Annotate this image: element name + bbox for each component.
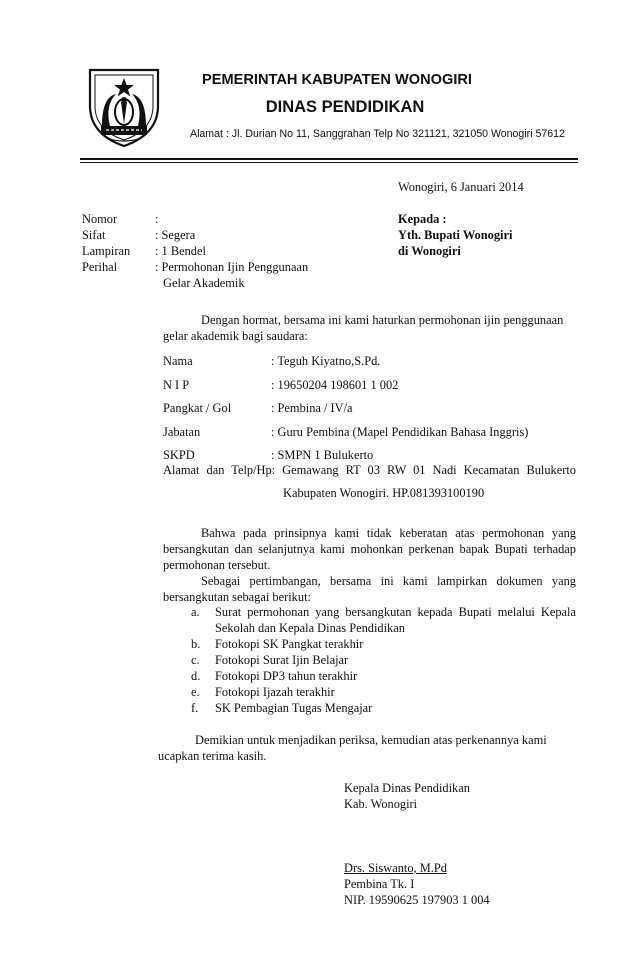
para2-line-1: Sebagai pertimbangan, bersama ini kami lampirkan dokumen yang [201,574,576,588]
letterhead-rule-thin [80,162,578,163]
signatory-rank: Pembina Tk. I [344,877,415,891]
signatory-name: Drs. Siswanto, M.Pd [344,861,447,875]
department-name: DINAS PENDIDIKAN [265,98,425,116]
intro-line-1: Dengan hormat, bersama ini kami haturkan permohonan ijin penggunaan [201,313,564,327]
meta-label-lampiran: Lampiran [82,244,131,258]
attachment-marker: f. [191,701,199,715]
signatory-nip: NIP. 19590625 197903 1 004 [344,893,490,907]
attachment-text: SK Pembagian Tugas Mengajar [215,701,373,715]
letterhead-rule-thick [80,158,578,160]
attachment-text: Fotokopi DP3 tahun terakhir [215,669,358,683]
attachment-marker: b. [191,637,201,651]
attachment-text: Fotokopi Surat Ijin Belajar [215,653,349,667]
attachment-marker: c. [191,653,200,667]
meta-value-perihal: : Permohonan Ijin Penggunaan [155,260,309,274]
meta-label-perihal: Perihal [82,260,118,274]
intro-line-2: gelar akademik bagi saudara: [163,329,308,343]
meta-value-nomor: : [155,212,159,226]
recipient-location: di Wonogiri [398,244,461,258]
subject-continuation: Gelar Akademik [163,276,245,290]
attachment-text: Surat permohonan yang bersangkutan kepada Bupati melalui Kepala [215,605,576,619]
para1-line-1: Bahwa pada prinsipnya kami tidak keberatan atas permohonan yang [201,526,576,540]
para2-line-2: bersangkutan sebagai berikut: [163,590,311,604]
person-value-jabatan: : Guru Pembina (Mapel Pendidikan Bahasa Inggris) [271,425,529,439]
closing-line-2: ucapkan terima kasih. [158,749,267,763]
office-address: Alamat : Jl. Durian No 11, Sanggrahan Telp No 321121, 321050 Wonogiri 57612 [190,128,565,140]
meta-value-sifat: : Segera [155,228,196,242]
person-label-nama: Nama [163,354,193,368]
attachment-text-continuation: Sekolah dan Kepala Dinas Pendidikan [215,621,405,635]
place-date: Wonogiri, 6 Januari 2014 [398,180,524,194]
meta-label-sifat: Sifat [82,228,106,242]
person-label-jabatan: Jabatan [163,425,201,439]
attachment-text: Fotokopi Ijazah terakhir [215,685,335,699]
attachment-marker: a. [191,605,200,619]
signature-position-2: Kab. Wonogiri [344,797,418,811]
attachment-marker: d. [191,669,201,683]
closing-line-1: Demikian untuk menjadikan periksa, kemudian atas perkenannya kami [195,733,547,747]
signature-position-1: Kepala Dinas Pendidikan [344,781,470,795]
para1-line-3: permohonan tersebut. [163,558,271,572]
person-address-line-1: Alamat dan Telp/Hp: Gemawang RT 03 RW 01 Nadi Kecamatan Bulukerto [163,463,576,477]
person-value-nip: : 19650204 198601 1 002 [271,378,399,392]
attachment-marker: e. [191,685,200,699]
person-value-skpd: : SMPN 1 Bulukerto [271,448,374,462]
person-label-pangkat: Pangkat / Gol [163,401,232,415]
meta-value-lampiran: : 1 Bendel [155,244,206,258]
recipient-title: Kepada : [398,212,447,226]
person-label-skpd: SKPD [163,448,195,462]
para1-line-2: bersangkutan dan selanjutnya kami mohonkan perkenan bapak Bupati terhadap [163,542,576,556]
person-value-pangkat: : Pembina / IV/a [271,401,353,415]
person-value-nama: : Teguh Kiyatno,S.Pd. [271,354,381,368]
person-label-nip: N I P [163,378,190,392]
recipient-name: Yth. Bupati Wonogiri [398,228,513,242]
government-name: PEMERINTAH KABUPATEN WONOGIRI [202,72,472,88]
person-address-line-2: Kabupaten Wonogiri. HP.081393100190 [283,486,485,500]
meta-label-nomor: Nomor [82,212,118,226]
attachment-text: Fotokopi SK Pangkat terakhir [215,637,364,651]
